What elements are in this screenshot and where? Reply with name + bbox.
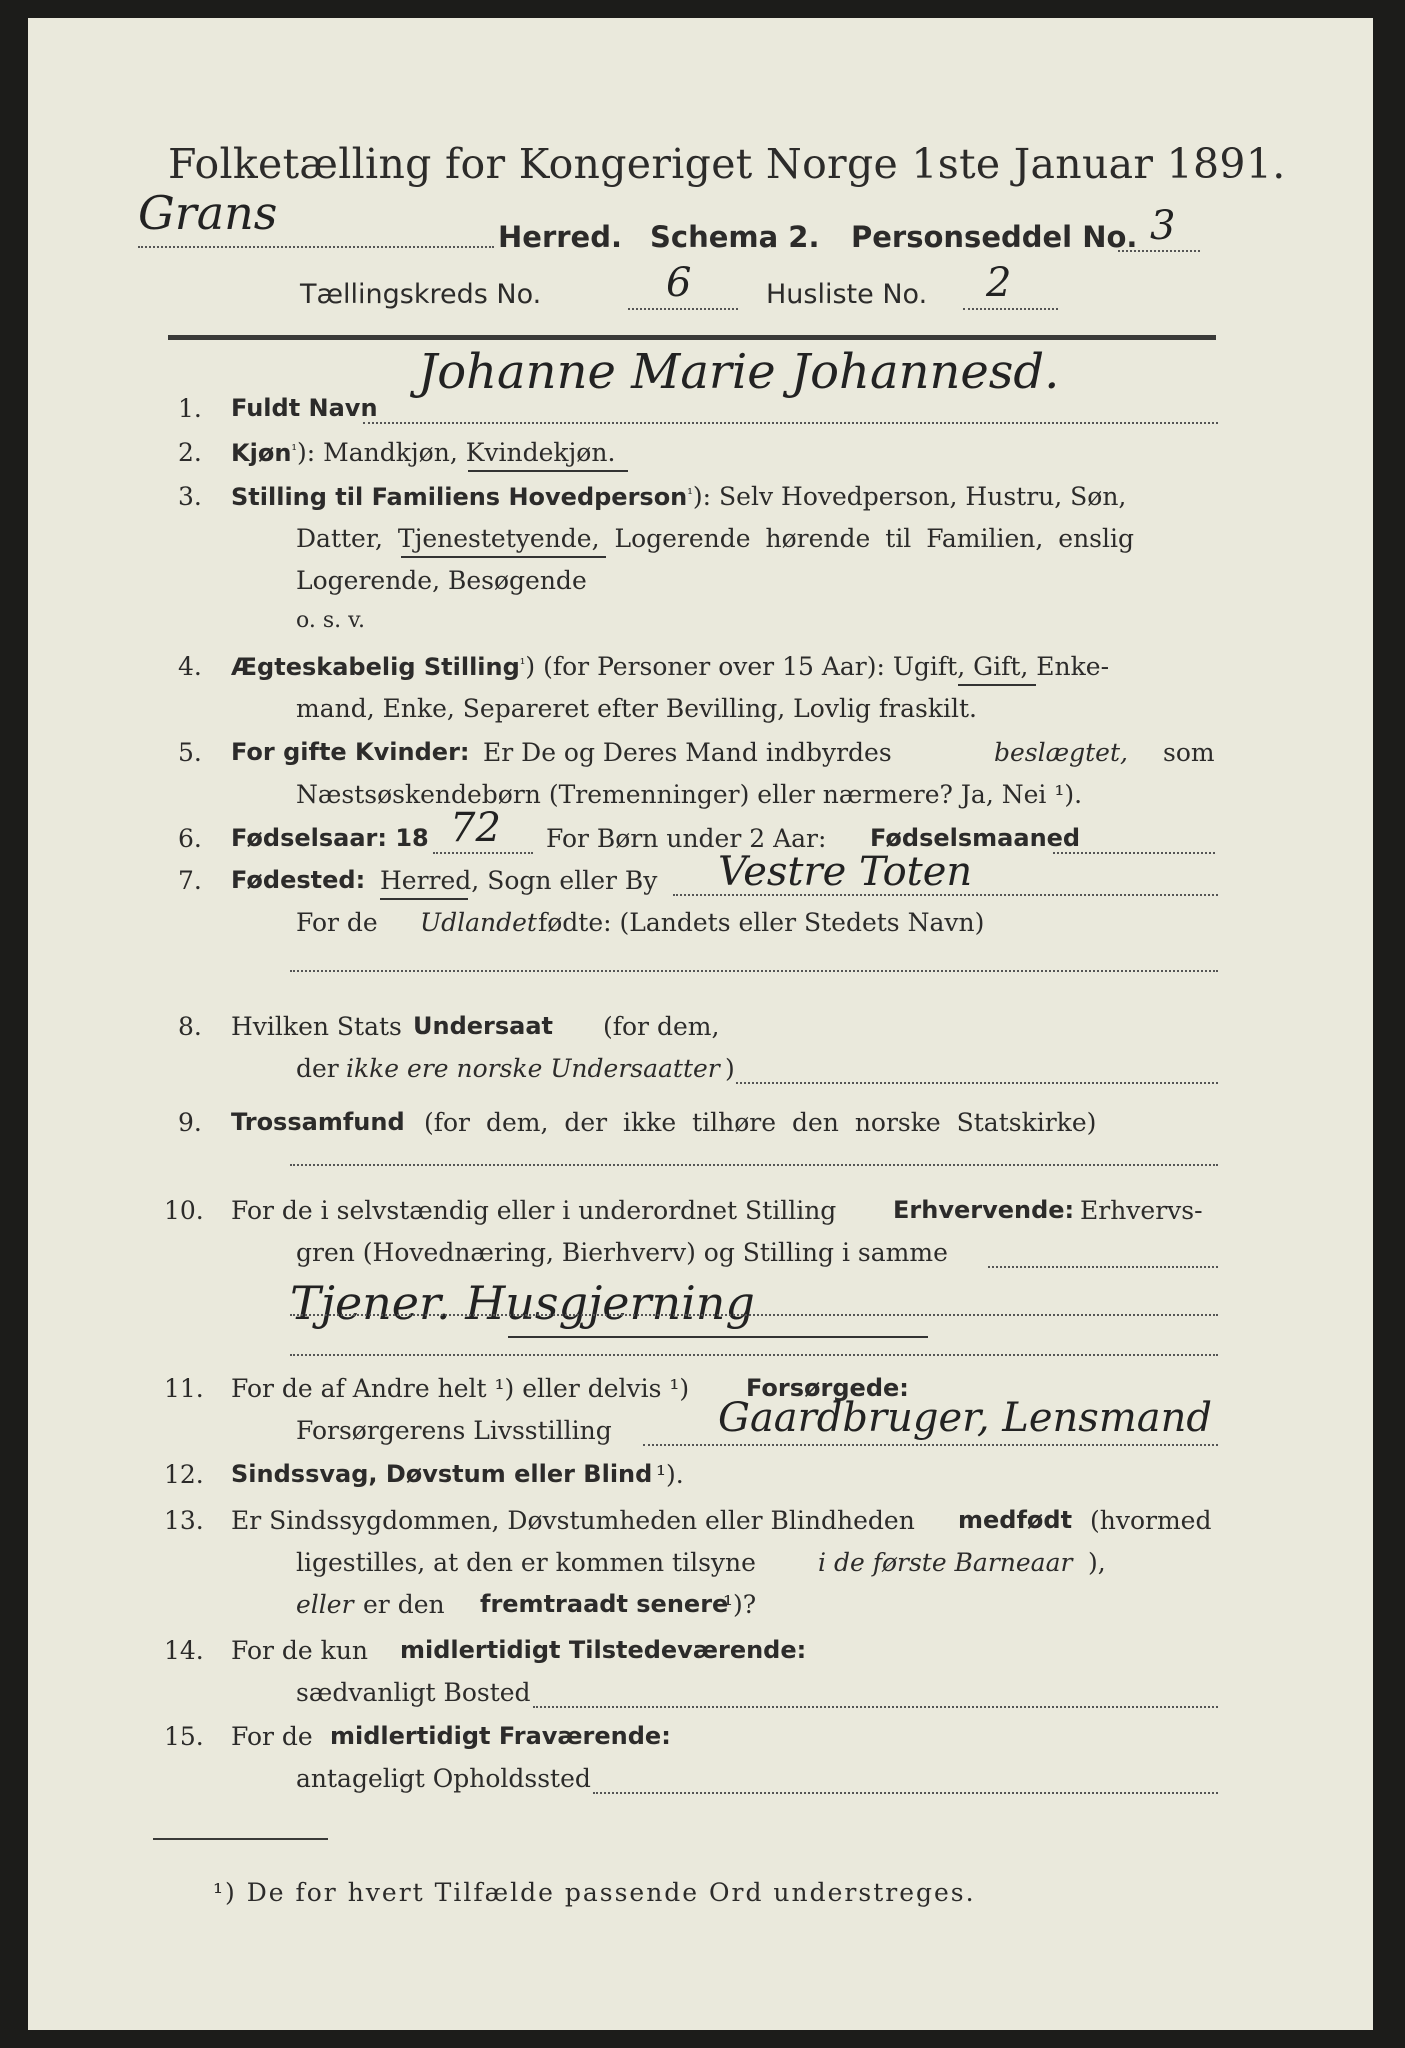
q2-line — [231, 440, 615, 466]
q4-text1: ) (for Personer over 15 Aar): Ugift, Gift, Enke- — [525, 652, 1110, 681]
q4-sup: ¹ — [519, 656, 526, 673]
q8-line1c: (for dem, — [603, 1012, 720, 1041]
q4-underline-ugift — [958, 684, 1036, 686]
header-rule — [168, 335, 1216, 340]
q8-line2c: ) — [725, 1054, 735, 1083]
q11-line2: Forsørgerens Livsstilling — [296, 1416, 612, 1445]
q4-number: 4. — [178, 652, 202, 681]
q3-label: Stilling til Familiens Hovedperson — [231, 483, 688, 511]
q10-answer: Tjener. Husgjerning — [290, 1276, 755, 1330]
q3-number: 3. — [178, 482, 202, 511]
q14-line2: sædvanligt Bosted — [296, 1678, 531, 1707]
q8-line2b: ikke ere norske Undersaatter — [346, 1054, 720, 1083]
q4-label: Ægteskabelig Stilling — [231, 653, 520, 681]
q5-line2: Næstsøskendebørn (Tremenninger) eller nærmere? Ja, Nei ¹). — [296, 780, 1083, 809]
personseddel-dots — [1118, 250, 1200, 252]
personseddel-value: 3 — [1150, 203, 1176, 249]
q15-number: 15. — [164, 1722, 204, 1751]
q5-line1c: som — [1163, 738, 1215, 767]
q6-label: Fødselsaar: 18 — [231, 824, 429, 852]
q10-dots-1 — [988, 1266, 1218, 1268]
q13-line3b: er den — [363, 1590, 445, 1619]
q2-number: 2. — [178, 438, 202, 467]
q10-underline-husgjerning — [508, 1336, 928, 1338]
q8-line2a: der — [296, 1054, 339, 1083]
husliste-label: Husliste No. — [766, 279, 928, 310]
q14-number: 14. — [164, 1636, 204, 1665]
q7-answer: Vestre Toten — [718, 849, 973, 895]
q8-dots — [736, 1082, 1218, 1084]
q15-line1b: midlertidigt Fraværende: — [330, 1722, 671, 1750]
q10-dots-3 — [290, 1354, 1218, 1356]
q1-number: 1. — [178, 394, 202, 423]
q9-text: (for dem, der ikke tilhøre den norske Statskirke) — [424, 1108, 1097, 1137]
q7-line2a: For de — [296, 908, 378, 937]
herred-value: Grans — [138, 186, 278, 240]
q10-line1a: For de i selvstændig eller i underordnet Stilling — [231, 1196, 837, 1225]
q5-label: For gifte Kvinder: — [231, 738, 470, 766]
schema-label: Schema 2. — [650, 220, 820, 254]
q10-dots-2 — [290, 1314, 1218, 1316]
q10-line1c: Erhvervs- — [1080, 1196, 1203, 1225]
q13-line3c: fremtraadt senere — [480, 1590, 729, 1618]
q5-line1b: beslægtet, — [994, 738, 1128, 767]
q7-label: Fødested: — [231, 866, 366, 894]
q2-label: Kjøn — [231, 439, 292, 467]
q13-line1a: Er Sindssygdommen, Døvstumheden eller Blindheden — [231, 1506, 915, 1535]
q13-line1c: (hvormed — [1090, 1506, 1212, 1535]
q1-answer: Johanne Marie Johannesd. — [418, 344, 1060, 400]
footnote: ¹) De for hvert Tilfælde passende Ord understreges. — [213, 1878, 976, 1907]
q9-label: Trossamfund — [231, 1108, 405, 1136]
q11-answer: Gaardbruger, Lensmand — [718, 1395, 1212, 1441]
q13-line2a: ligestilles, at den er kommen tilsyne — [296, 1548, 756, 1577]
q3-line2: Datter, Tjenestetyende, Logerende hørende til Familien, enslig — [296, 524, 1135, 553]
q13-line3d: ¹)? — [723, 1590, 757, 1619]
q11-number: 11. — [164, 1374, 204, 1403]
q13-line2c: ), — [1088, 1548, 1106, 1577]
q7-text: Herred, Sogn eller By — [380, 866, 658, 895]
form-title: Folketælling for Kongeriget Norge 1ste Januar 1891. — [168, 140, 1286, 188]
q12-number: 12. — [164, 1460, 204, 1489]
q9-dots — [290, 1164, 1218, 1166]
q1-dots — [363, 422, 1218, 424]
q14-line1a: For de kun — [231, 1636, 369, 1665]
q8-line1a: Hvilken Stats — [231, 1012, 402, 1041]
q11-line1b: Forsørgede: — [746, 1374, 909, 1402]
q4-line2: mand, Enke, Separeret efter Bevilling, Lovlig fraskilt. — [296, 694, 977, 723]
q15-line2: antageligt Opholdssted — [296, 1764, 591, 1793]
q13-line1b: medfødt — [958, 1506, 1073, 1534]
q13-line2b: i de første Barneaar — [818, 1548, 1073, 1577]
q3-line3: Logerende, Besøgende — [296, 566, 587, 595]
q10-number: 10. — [164, 1196, 204, 1225]
q6-rest-b: Fødselsmaaned — [870, 824, 1081, 852]
q15-line1a: For de — [231, 1722, 313, 1751]
q9-number: 9. — [178, 1108, 202, 1137]
husliste-dots — [963, 308, 1058, 310]
q3-text1: ): Selv Hovedperson, Hustru, Søn, — [692, 482, 1127, 511]
footnote-rule — [153, 1838, 328, 1840]
q6-number: 6. — [178, 824, 202, 853]
q5-number: 5. — [178, 738, 202, 767]
q10-line2: gren (Hovednæring, Bierhverv) og Stilling i samme — [296, 1238, 948, 1267]
q6-year-dots — [433, 852, 533, 854]
q15-dots — [593, 1792, 1218, 1794]
q12-label: Sindssvag, Døvstum eller Blind — [231, 1460, 653, 1488]
q6-answer: 72 — [450, 805, 501, 851]
q4-line1 — [231, 654, 1109, 680]
q6-rest-a: For Børn under 2 Aar: — [546, 824, 827, 853]
q7-number: 7. — [178, 866, 202, 895]
taellingskreds-label: Tællingskreds No. — [300, 279, 542, 310]
q3-sup: ¹ — [687, 486, 693, 503]
q3-line4: o. s. v. — [296, 608, 365, 633]
q10-line1b: Erhvervende: — [893, 1196, 1075, 1224]
census-form — [28, 18, 1373, 2030]
q11-dots — [643, 1444, 1218, 1446]
herred-label: Herred. — [498, 220, 622, 254]
herred-dots — [138, 246, 494, 248]
q12-tail: ¹). — [656, 1460, 684, 1489]
q7-dots — [673, 894, 1218, 896]
q7-line2b: Udlandet — [420, 908, 537, 937]
taellingskreds-value: 6 — [666, 260, 692, 306]
taellingskreds-dots — [628, 308, 738, 310]
q3-line1 — [231, 484, 1126, 510]
q1-label: Fuldt Navn — [231, 394, 378, 422]
q14-line1b: midlertidigt Tilstedeværende: — [400, 1636, 807, 1664]
q3-underline-tjenestetyende — [401, 556, 606, 558]
q6-dots — [1053, 852, 1215, 854]
q8-line1b: Undersaat — [413, 1012, 554, 1040]
q5-line1a: Er De og Deres Mand indbyrdes — [483, 738, 892, 767]
q13-line3a: eller — [296, 1590, 354, 1619]
q7-underline-herred — [380, 898, 468, 900]
q13-number: 13. — [164, 1506, 204, 1535]
q2-underline-kvindekjon — [468, 470, 628, 472]
personseddel-label: Personseddel No. — [851, 220, 1138, 254]
q11-line1a: For de af Andre helt ¹) eller delvis ¹) — [231, 1374, 690, 1403]
husliste-value: 2 — [986, 260, 1012, 306]
q14-dots — [533, 1706, 1218, 1708]
q7-line2c: fødte: (Landets eller Stedets Navn) — [538, 908, 985, 937]
q7-dots-2 — [290, 970, 1218, 972]
q8-number: 8. — [178, 1012, 202, 1041]
q2-text: ): Mandkjøn, Kvindekjøn. — [297, 438, 616, 467]
q2-sup: ¹ — [291, 442, 298, 459]
